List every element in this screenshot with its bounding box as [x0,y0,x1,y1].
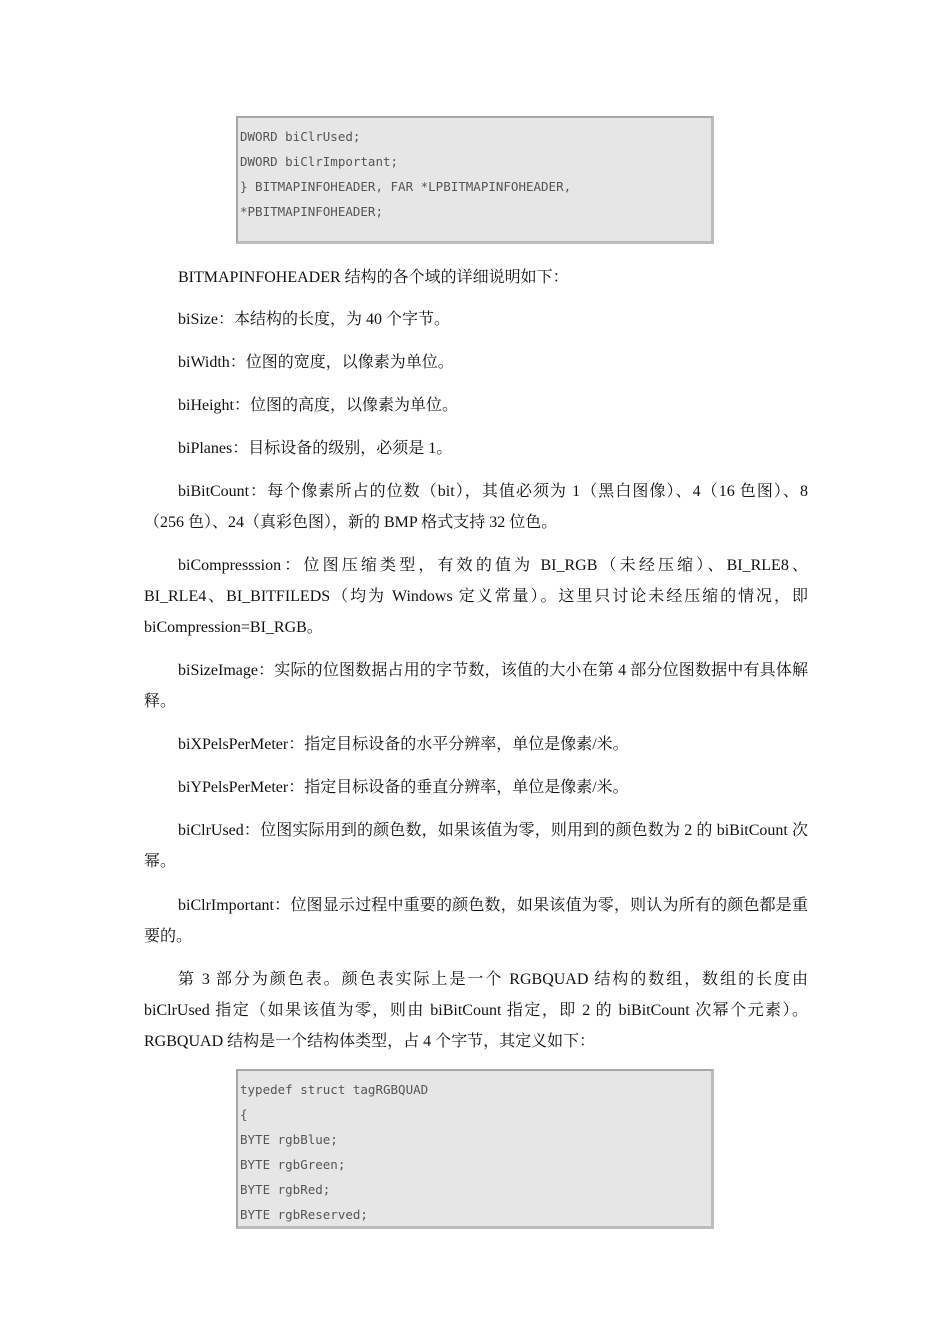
code-line: *PBITMAPINFOHEADER; [240,204,383,219]
paragraph-intro: BITMAPINFOHEADER 结构的各个域的详细说明如下： [178,269,569,286]
paragraph-biheight: biHeight：位图的高度，以像素为单位。 [178,397,458,414]
code-block-rgbquad [236,1069,714,1229]
code-line: { [240,1107,248,1122]
code-block-bitmapinfoheader-end [236,116,714,244]
code-line: BYTE rgbRed; [240,1182,331,1197]
paragraph-biwidth: biWidth：位图的宽度，以像素为单位。 [178,354,454,371]
paragraph-bicompression: biCompresssion：位图压缩类型，有效的值为 BI_RGB（未经压缩）、BI_RLE8、BI_RLE4、BI_BITFILEDS（均为 Windows 定义常量）。这里只讨论未经压缩的情况，即 biCompression=BI_RGB。 [144,557,808,636]
paragraph-bibitcount: biBitCount：每个像素所占的位数（bit），其值必须为 1（黑白图像）、4（16 色图）、8（256 色）、24（真彩色图），新的 BMP 格式支持 32 位色。 [144,483,808,531]
paragraph-bixpelspermeter: biXPelsPerMeter：指定目标设备的水平分辨率，单位是像素/米。 [178,736,629,753]
code-line: } BITMAPINFOHEADER, FAR *LPBITMAPINFOHEADER, [240,179,572,194]
paragraph-biplanes: biPlanes：目标设备的级别，必须是 1。 [178,440,453,457]
code-line: BYTE rgbReserved; [240,1207,368,1222]
paragraph-biclrused: biClrUsed：位图实际用到的颜色数，如果该值为零，则用到的颜色数为 2 的 biBitCount 次幂。 [144,822,808,870]
paragraph-biypelspermeter: biYPelsPerMeter：指定目标设备的垂直分辨率，单位是像素/米。 [178,779,629,796]
paragraph-bisizeimage: biSizeImage：实际的位图数据占用的字节数，该值的大小在第 4 部分位图数据中有具体解释。 [144,662,808,710]
code-line: typedef struct tagRGBQUAD [240,1082,429,1097]
code-line: BYTE rgbBlue; [240,1132,338,1147]
paragraph-biclrimportant: biClrImportant：位图显示过程中重要的颜色数，如果该值为零，则认为所有的颜色都是重要的。 [144,897,808,945]
code-line: DWORD biClrImportant; [240,154,399,169]
code-line: DWORD biClrUsed; [240,129,361,144]
paragraph-bisize: biSize：本结构的长度，为 40 个字节。 [178,311,450,328]
paragraph-color-table: 第 3 部分为颜色表。颜色表实际上是一个 RGBQUAD 结构的数组，数组的长度由 biClrUsed 指定（如果该值为零，则由 biBitCount 指定，即 2 的 biBitCount 次幂个元素）。RGBQUAD 结构是一个结构体类型，占 4 个字节，其定义如下： [144,971,808,1050]
code-line: BYTE rgbGreen; [240,1157,346,1172]
